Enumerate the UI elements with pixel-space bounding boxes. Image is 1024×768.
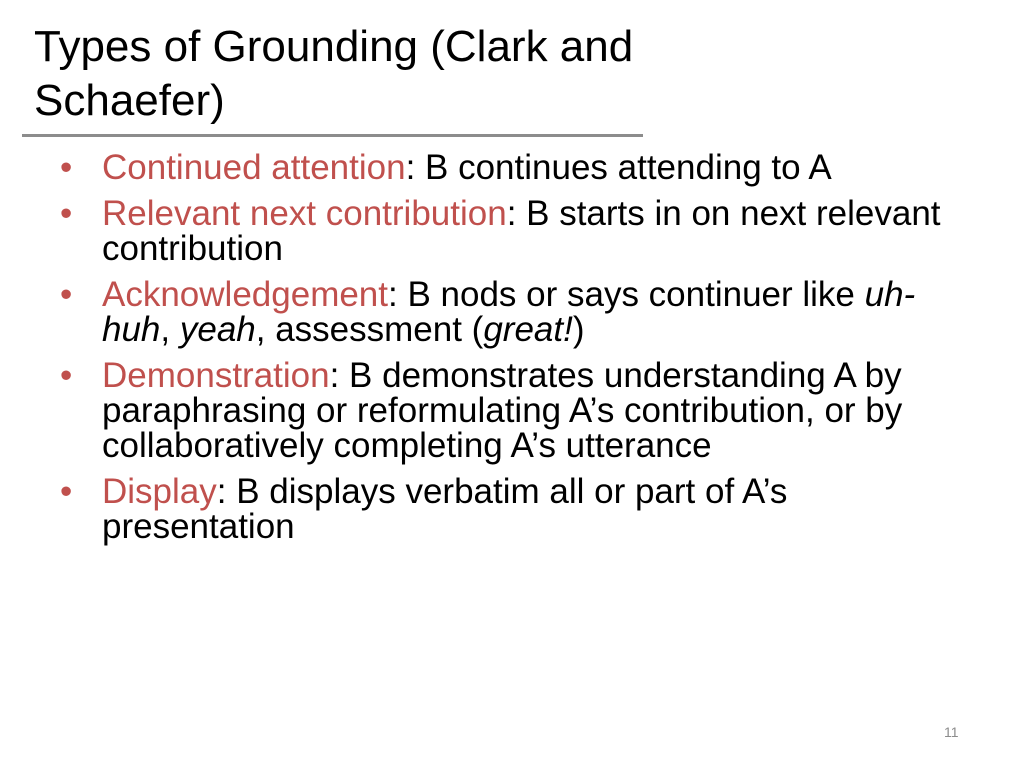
page-number: 11: [944, 724, 959, 740]
bullet-text: : B starts in on next relevant contribution: [102, 194, 941, 268]
slide-title-line-2: Schaefer): [34, 76, 225, 125]
slide-title: [34, 20, 754, 128]
bullet-dot-icon: •: [60, 472, 73, 511]
bullet-text: : B demonstrates understanding A by paraphrasing or reformulating A’s contribution, or by collaboratively completing A’s utterance: [102, 356, 903, 465]
bullet-list: [60, 150, 980, 555]
bullet-text: : B displays verbatim all or part of A’s presentation: [102, 472, 788, 546]
bullet-text: : B nods or says continuer like: [388, 275, 865, 314]
bullet-text: ,: [160, 310, 180, 349]
bullet-dot-icon: •: [60, 148, 73, 187]
bullet-acknowledgement: [60, 277, 980, 347]
example-uh-huh: uh-huh: [102, 275, 916, 349]
title-underline: [22, 134, 643, 137]
bullet-term: Demonstration: [102, 356, 330, 395]
bullet-dot-icon: •: [60, 194, 73, 233]
bullet-text: : B continues attending to A: [405, 148, 832, 187]
bullet-text: ): [572, 310, 585, 349]
bullet-continued-attention: [60, 150, 980, 185]
bullet-display: [60, 474, 980, 544]
bullet-text: , assessment (: [255, 310, 484, 349]
example-yeah: yeah: [179, 310, 256, 349]
bullet-term: Display: [102, 472, 217, 511]
bullet-dot-icon: •: [60, 356, 73, 395]
example-great: great!: [483, 310, 573, 349]
bullet-dot-icon: •: [60, 275, 73, 314]
bullet-term: Continued attention: [102, 148, 406, 187]
bullet-demonstration: [60, 358, 980, 463]
slide-title-line-1: Types of Grounding (Clark and: [34, 22, 634, 71]
bullet-term: Relevant next contribution: [102, 194, 507, 233]
bullet-term: Acknowledgement: [102, 275, 388, 314]
bullet-relevant-next-contribution: [60, 196, 980, 266]
